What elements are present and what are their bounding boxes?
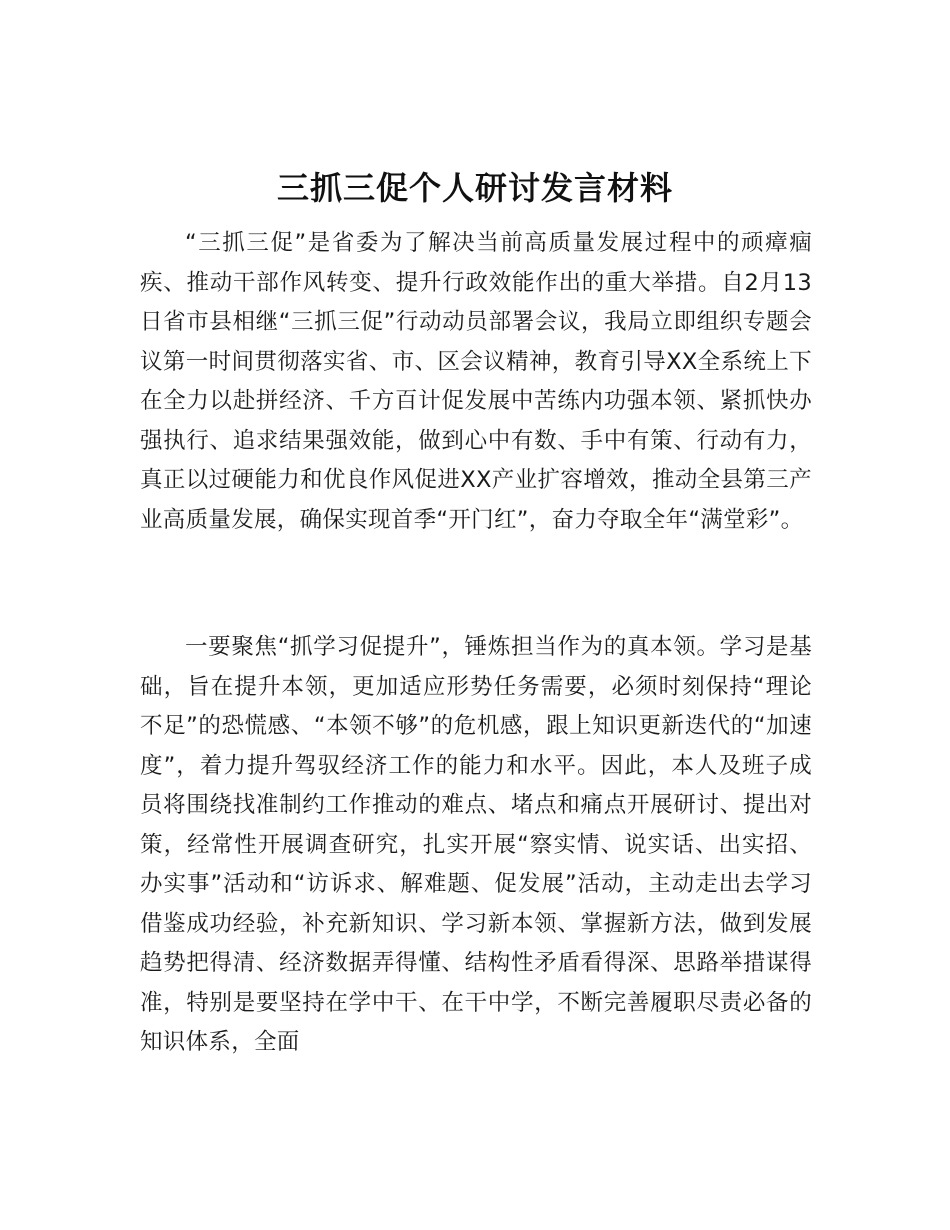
paragraph-intro: “三抓三促”是省委为了解决当前高质量发展过程中的顽瘴痼疾、推动干部作风转变、提升行政效能作出的重大举措。自2月13日省市县相继“三抓三促”行动动员部署会议，我局立即组织专题会议第一时间贯彻落实省、市、区会议精神，教育引导XX全系统上下在全力以赴拼经济、千方百计促发展中苦练内功强本领、紧抓快办强执行、追求结果强效能，做到心中有数、手中有策、行动有力，真正以过硬能力和优良作风促进XX产业扩容增效，推动全县第三产业高质量发展，确保实现首季“开门红”，奋力夺取全年“满堂彩”。 xyxy=(140,230,812,533)
paragraph-study: 一要聚焦“抓学习促提升”，锤炼担当作为的真本领。学习是基础，旨在提升本领，更加适应形势任务需要，必须时刻保持“理论不足”的恐慌感、“本领不够”的危机感，跟上知识更新迭代的“加速度”，着力提升驾驭经济工作的能力和水平。因此，本人及班子成员将围绕找准制约工作推动的难点、堵点和痛点开展研讨、提出对策，经常性开展调查研究，扎实开展“察实情、说实话、出实招、办实事”活动和“访诉求、解难题、促发展”活动，主动走出去学习借鉴成功经验，补充新知识、学习新本领、掌握新方法，做到发展趋势把得清、经济数据弄得懂、结构性矛盾看得深、思路举措谋得准，特别是要坚持在学中干、在干中学，不断完善履职尽责必备的知识体系，全面 xyxy=(140,634,812,1055)
page-title: 三抓三促个人研讨发言材料 xyxy=(276,169,673,208)
